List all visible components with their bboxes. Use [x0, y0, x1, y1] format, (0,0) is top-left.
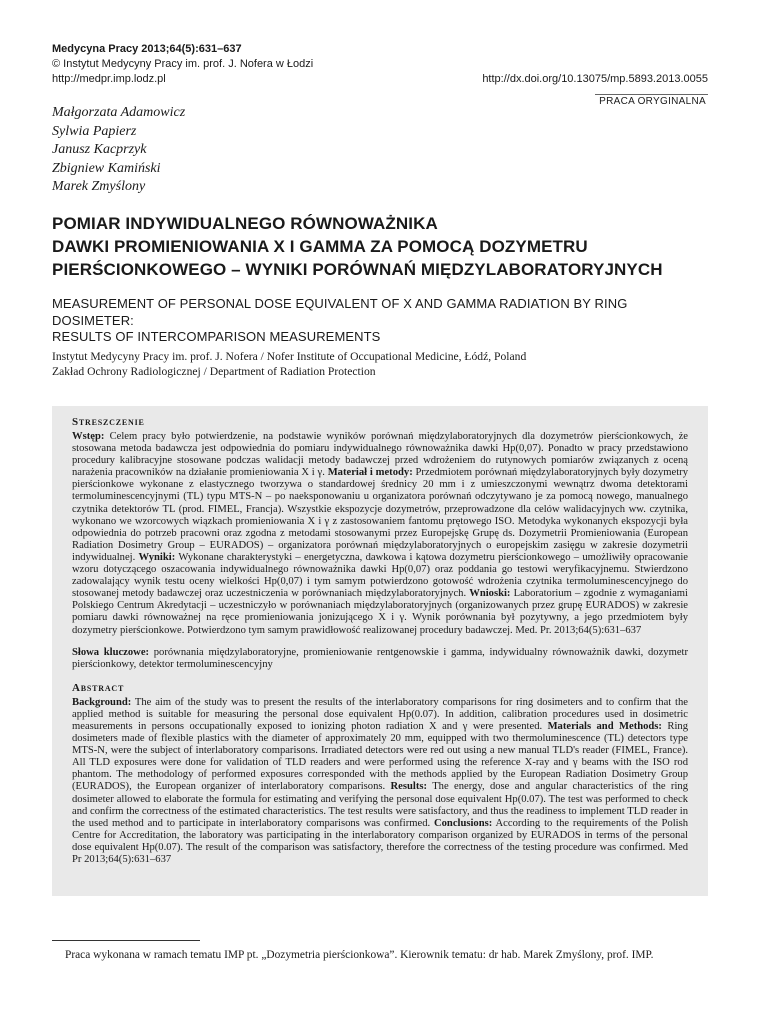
- article-type-label: PRACA ORYGINALNA: [595, 94, 708, 107]
- author-name: Małgorzata Adamowicz: [52, 105, 186, 120]
- keywords-text: porównania międzylaboratoryjne, promieniowanie rentgenowskie i gamma, indywidualny równoważnik dawki, dozymetr pierścionkowy, detektor termoluminescencyjny: [72, 646, 689, 670]
- wyniki-text: Wykonane charakterystyki – energetyczna, dawkowa i kątowa dozymetru pierścionkowego – umożliwiły opracowanie wzoru dotyczącego oszacowania indywidualnego równoważnika dawki Hp(0,07) oraz poddania go testowi weryfikacyjnemu. Stwierdzono zadowalający wynik testu oceny wielkości Hp(0,07) i tym samym potwierdzono gotowość wdrożenia czytnika termoluminescencyjnego do stosowanej metody badawczej oraz uczestniczenia w porównaniach międzylaboratoryjnych.: [72, 551, 689, 600]
- title-line: DAWKI PROMIENIOWANIA X I GAMMA ZA POMOCĄ DOZYMETRU: [52, 237, 588, 256]
- title-polish: [52, 212, 712, 281]
- affiliation-line: Zakład Ochrony Radiologicznej / Department of Radiation Protection: [52, 364, 376, 378]
- title-line: PIERŚCIONKOWEGO – WYNIKI PORÓWNAŃ MIĘDZYLABORATORYJNYCH: [52, 260, 663, 279]
- copyright-line: © Instytut Medycyny Pracy im. prof. J. Nofera w Łodzi: [52, 58, 314, 70]
- journal-header: [52, 42, 708, 87]
- abstract-heading: Abstract: [72, 681, 125, 694]
- methods-label: Materials and Methods:: [547, 720, 662, 732]
- conclusions-text: According to the requirements of the Polish Centre for Accreditation, the laboratory was participating in the interlaboratory comparison organized by EURADOS in terms of the personal dose equivalent Hp(0.07). The result of the comparison was satisfactory, therefore the correctness of the testing procedure was confirmed. Med Pr 2013;64(5):631–637: [72, 817, 688, 865]
- streszczenie-heading: Streszczenie: [72, 416, 145, 428]
- affiliation-line: Instytut Medycyny Pracy im. prof. J. Nofera / Nofer Institute of Occupational Medicine, Łódź, Poland: [52, 350, 527, 363]
- author-name: Janusz Kacprzyk: [52, 142, 147, 157]
- wyniki-label: Wyniki:: [138, 551, 176, 563]
- results-text: The energy, dose and angular characteristics of the ring dosimeter allowed to elaborate the formula for estimating and verifying the personal dose equivalent Hp(0.07). The test was performed to check and confirm the correctness of the estimated characteristics. The test results were satisfactory, and thus the readiness to implement TLD reader in the used method and to participate in interlaboratory comparisons was confirmed.: [72, 781, 688, 829]
- wstep-text: Celem pracy było potwierdzenie, na podstawie wyników porównań międzylaboratoryjnych dla dozymetrów pierścionkowych, że stosowana metoda badawcza jest odpowiednia do pomiaru indywidualnego równoważnika dawki Hp(0,07). Ponadto w pracy przedstawiono procedury kalibracyjne stosowane podczas walidacji metody badawczej przed wdrożeniem do rutynowych pomiarów związanych z oceną narażenia pracowników na działanie promieniowania X i γ.: [72, 431, 688, 479]
- conclusions-label: Conclusions:: [433, 817, 493, 829]
- abstract-text: [72, 697, 688, 866]
- author-name: Zbigniew Kamiński: [52, 160, 161, 176]
- background-text: The aim of the study was to present the results of the interlaboratory comparisons for ring dosimeters and to confirm that the applied method is suitable for measuring the personal dose equivalent Hp(0.07). In addition, calibration procedures used in dosimetric measurements in persons occupationally exposed to ionizing photon radiation X and γ were presented.: [72, 696, 688, 732]
- author-name: Marek Zmyślony: [52, 179, 146, 194]
- title-line: POMIAR INDYWIDUALNEGO RÓWNOWAŻNIKA: [52, 214, 438, 233]
- methods-text: Ring dosimeters made of flexible plastics with the diameter of approximately 20 mm, equipped with two thermoluminescence (TL) detectors type MTS-N, were the subject of interlaboratory comparisons. Irradiated detectors were red out using a new manual TLD's reader (FIMEL, France). All TLD exposures were done for validation of TLD readers and were performed using the reference X-ray and γ beams with the ISO rod phantom. The methodology of performed exposures corresponded with the methods applied by the European Radiation Dosimetry Group (EURADOS), the European organizer of interlaboratory comparisons.: [72, 720, 688, 793]
- results-label: Results:: [390, 781, 428, 793]
- streszczenie-text: [72, 431, 688, 637]
- metody-text: Przedmiotem porównań międzylaboratoryjnych były dozymetry pierścionkowe wykonane z elastycznego tworzywa o standardowej średnicy 20 mm i z umieszczonymi wewnątrz dwoma detektorami termoluminescencyjnymi (TL) typu MTS-N – po naeksponowaniu u organizatora porównań odczytywano je za pomocą nowego, manualnego czytnika detektorów TL (prod. FIMEL, Francja). Wszystkie ekspozycje dozymetrów, przeprowadzone dla celów walidacyjnych ww. czytnika, wykonano we wzorcowych wiązkach promieniowania X i γ z zastosowaniem fantomu prętowego ISO. Metodyka wykonanych ekspozycji była odpowiednia do potrzeb pracowni oraz zgodna z metodami stosowanymi przez Europejskę Grupę ds. Dozymetrii Promieniowania (European Radiation Dosimetry Group – EURADOS) – organizatora porównań międzylaboratoryjnych o europejskim zasięgu w zakresie dozymetrii indywidualnej.: [72, 467, 689, 563]
- author-name: Sylwia Papierz: [52, 123, 137, 139]
- wnioski-label: Wnioski:: [469, 588, 511, 600]
- title-line: MEASUREMENT OF PERSONAL DOSE EQUIVALENT OF X AND GAMMA RADIATION BY RING DOSIMETER:: [52, 296, 628, 328]
- journal-citation: Medycyna Pracy 2013;64(5):631–637: [52, 43, 242, 55]
- doi-link[interactable]: http://dx.doi.org/10.13075/mp.5893.2013.0055: [482, 73, 708, 85]
- background-label: Background:: [72, 696, 132, 708]
- footnote: Praca wykonana w ramach tematu IMP pt. „Dozymetria pierścionkowa”. Kierownik tematu: dr hab. Marek Zmyślony, prof. IMP.: [65, 949, 654, 961]
- wnioski-text: Laboratorium – zgodnie z wymaganiami Polskiego Centrum Akredytacji – uczestniczyło w porównaniach międzylaboratoryjnych (organizowanych przez grupę EURADOS) w zakresie pomiaru dawki równoważnej na ręce promieniowania jonizującego X i γ. Wynik porównania był pozytywny, a jego przedmiotem były dozymetry pierścionkowe. Potwierdzono tym samym prawidłowość realizowanej procedury badawczej. Med. Pr. 2013;64(5):631–637: [72, 588, 688, 636]
- wstep-label: Wstęp:: [72, 431, 105, 442]
- title-english: [52, 296, 712, 346]
- title-line: RESULTS OF INTERCOMPARISON MEASUREMENTS: [52, 329, 381, 344]
- metody-label: Materiał i metody:: [327, 467, 413, 479]
- abstract-box: [52, 406, 708, 896]
- author-list: [52, 104, 185, 197]
- journal-site-link[interactable]: http://medpr.imp.lodz.pl: [52, 73, 166, 85]
- keywords-label: Słowa kluczowe:: [72, 646, 150, 658]
- footnote-rule: [52, 940, 200, 941]
- affiliations: [52, 350, 526, 379]
- keywords-paragraph: [72, 647, 688, 671]
